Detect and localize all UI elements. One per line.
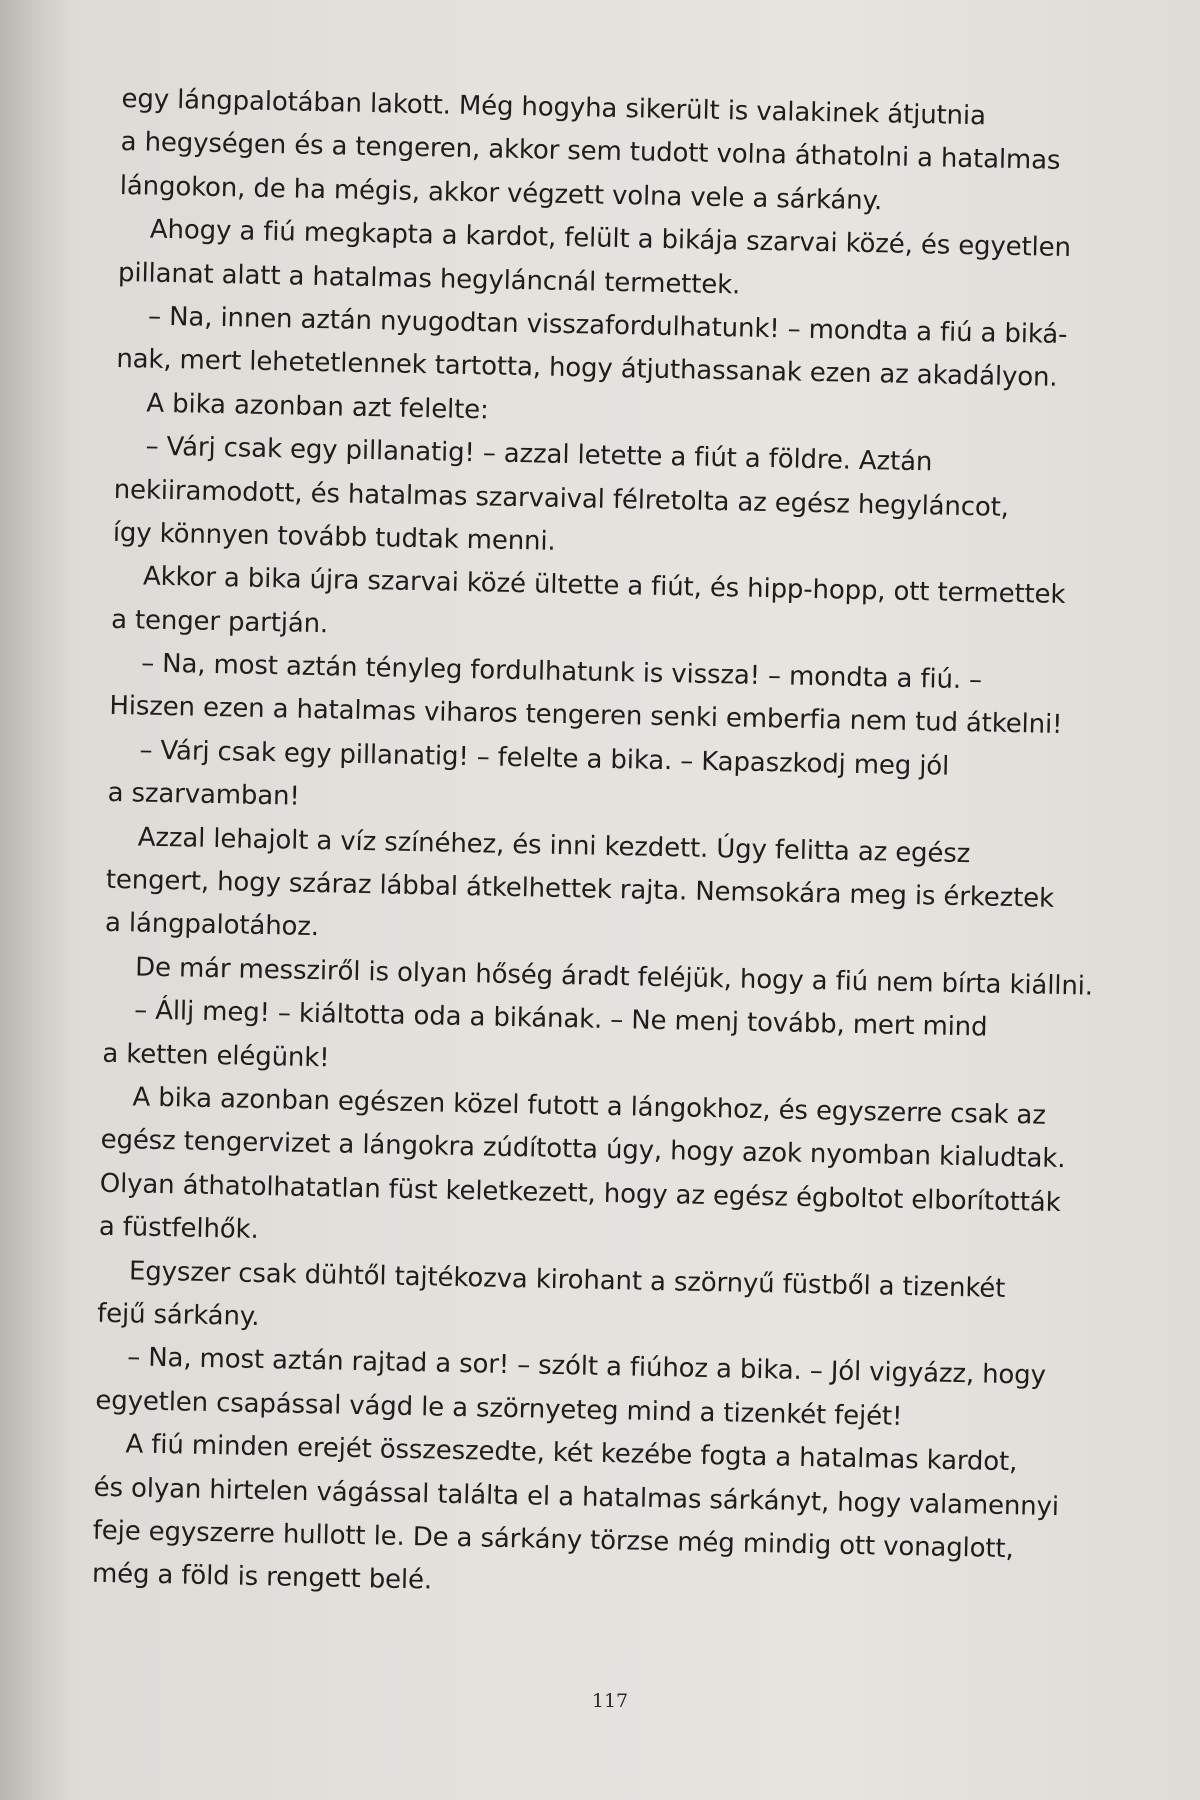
text-line: egész tengervizet a lángokra zúdította úgy, hogy azok nyomban kialudtak. — [100, 1125, 1066, 1175]
text-line: a ketten elégünk! — [102, 1038, 330, 1073]
text-line: a tenger partján. — [110, 604, 329, 639]
text-line: pillanat alatt a hatalmas hegyláncnál termettek. — [117, 257, 741, 301]
text-line: A bika azonban egészen közel futott a lángokhoz, és egyszerre csak az — [132, 1082, 1047, 1131]
text-line: fejű sárkány. — [96, 1298, 260, 1332]
text-line: Azzal lehajolt a víz színéhez, és inni kezdett. Úgy felitta az egész — [137, 822, 971, 869]
text-line: Egyszer csak dühtől tajtékozva kirohant a szörnyű füstből a tizenkét — [128, 1255, 1006, 1304]
text-line: Akkor a bika újra szarvai közé ültette a fiút, és hipp-hopp, ott termettek — [142, 561, 1066, 611]
text-line: – Na, most aztán tényleg fordulhatunk is vissza! – mondta a fiú. – — [140, 648, 983, 696]
text-line: – Állj meg! – kiáltotta oda a bikának. – Ne menj tovább, mert mind — [133, 995, 988, 1043]
page-number: 117 — [591, 1690, 629, 1712]
text-line: Ahogy a fiú megkapta a kardot, felült a bikája szarvai közé, és egyetlen — [149, 214, 1072, 264]
text-line: a szarvamban! — [107, 778, 300, 812]
text-line: így könnyen tovább tudtak menni. — [112, 517, 556, 557]
text-line: A bika azonban azt felelte: — [146, 388, 489, 426]
text-line: feje egyszerre hullott le. De a sárkány törzse még mindig ott vonaglott, — [92, 1515, 1014, 1565]
text-line: még a föld is rengett belé. — [91, 1558, 433, 1596]
gutter-shadow — [0, 0, 70, 1800]
text-line: A fiú minden erejét összeszedte, két kezébe fogta a hatalmas kardot, — [125, 1429, 1018, 1478]
text-line: Hiszen ezen a hatalmas viharos tengeren senki emberfia nem tud átkelni! — [109, 691, 1063, 741]
text-line: egyetlen csapással vágd le a szörnyeteg mind a tizenkét fejét! — [95, 1385, 903, 1432]
text-line: a lángpalotához. — [104, 908, 320, 943]
text-line: a hegységen és a tengeren, akkor sem tudott volna áthatolni a hatalmas — [120, 127, 1061, 177]
text-line: és olyan hirtelen vágással találta el a hatalmas sárkányt, hogy valamennyi — [93, 1472, 1060, 1522]
text-line: egy lángpalotában lakott. Még hogyha sikerült is valakinek átjutnia — [121, 83, 987, 132]
text-line: tengert, hogy száraz lábbal átkelhettek rajta. Nemsokára meg is érkeztek — [105, 864, 1055, 914]
text-line: nak, mert lehetetlennek tartotta, hogy átjuthassanak ezen az akadályon. — [116, 344, 1058, 394]
body-text — [92, 78, 1142, 1617]
text-line: nekiiramodott, és hatalmas szarvaival félretolta az egész hegyláncot, — [113, 474, 1010, 523]
text-line: – Na, innen aztán nyugodtan visszafordulhatunk! – mondta a fiú a biká- — [147, 301, 1068, 350]
text-line: Olyan áthatolhatatlan füst keletkezett, hogy az egész égboltot elborították — [99, 1168, 1061, 1218]
text-line: a füstfelhők. — [98, 1211, 259, 1246]
text-line: De már messziről is olyan hőség áradt feléjük, hogy a fiú nem bírta kiállni. — [134, 952, 1094, 1002]
text-line: – Na, most aztán rajtad a sor! – szólt a fiúhoz a bika. – Jól vigyázz, hogy — [127, 1342, 1047, 1392]
text-line: – Várj csak egy pillanatig! – felelte a bika. – Kapaszkodj meg jól — [139, 735, 950, 782]
text-line: – Várj csak egy pillanatig! – azzal letette a fiút a földre. Aztán — [145, 431, 933, 478]
text-line: lángokon, de ha mégis, akkor végzett volna vele a sárkány. — [119, 170, 883, 217]
